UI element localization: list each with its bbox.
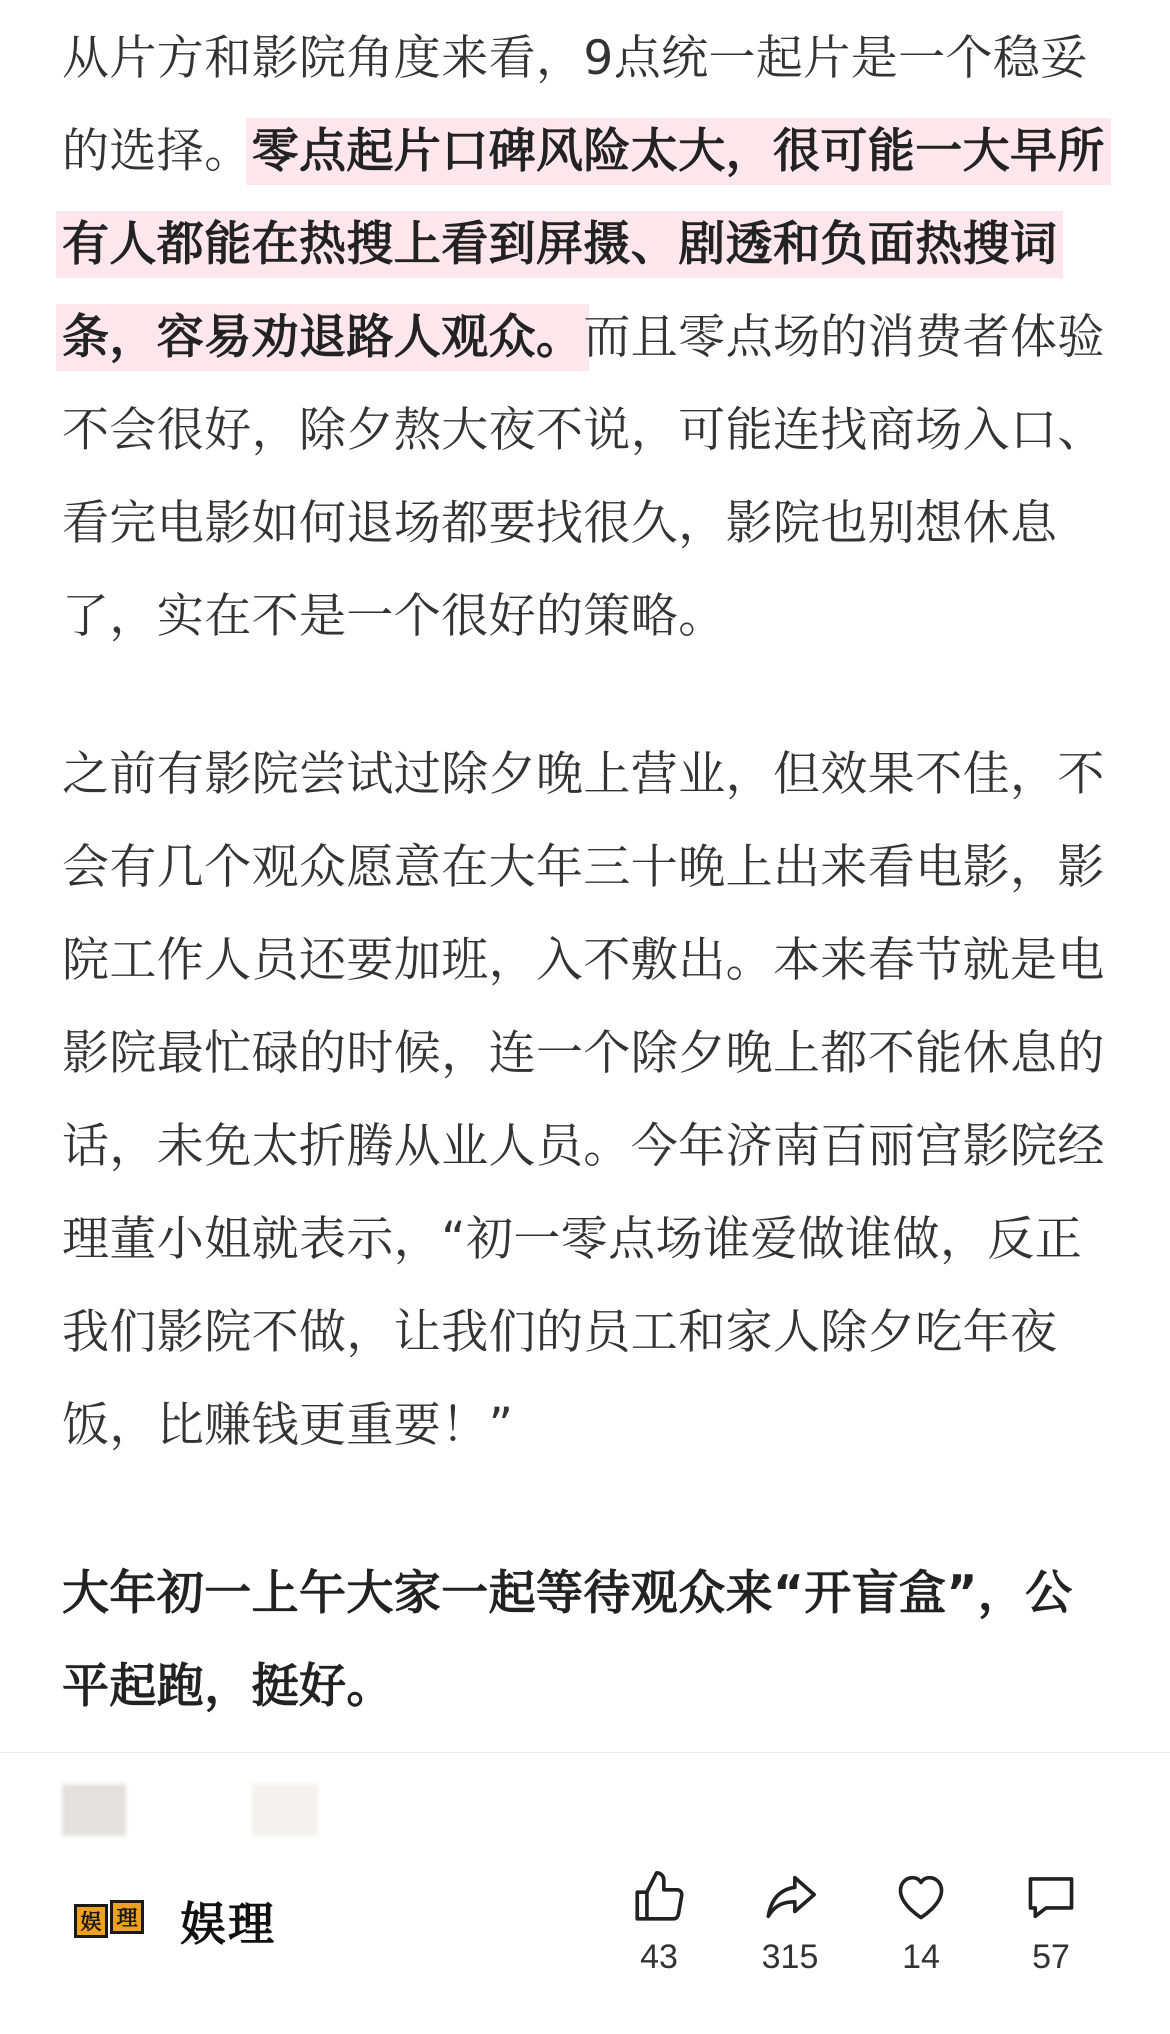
like-count: 43 (640, 1938, 678, 1976)
paragraph-1-text-continued: 而且零点场的消费者体验不会很好，除夕熬大夜不说，可能连找商场入口、看完电影如何退场都要找很久，影院也别想休息了，实在不是一个很好的策略。 (62, 310, 1105, 644)
action-bar (0, 1868, 1170, 1998)
paragraph-3-bold: 大年初一上午大家一起等待观众来“开盲盒”，公平起跑，挺好。 (62, 1566, 1073, 1714)
logo-cell: 娱 (74, 1904, 108, 1938)
paragraph-2: 之前有影院尝试过除夕晚上营业，但效果不佳，不会有几个观众愿意在大年三十晚上出来看电影，影院工作人员还要加班，入不敷出。本来春节就是电影院最忙碌的时候，连一个除夕晚上都不能休息的话，未免太折腾从业人员。今年济南百丽宫影院经理董小姐就表示，“初一零点场谁爱做谁做，反正我们影院不做，让我们的员工和家人除夕吃年夜饭，比赚钱更重要！” (62, 747, 1105, 1453)
logo-cell: 理 (110, 1900, 144, 1934)
comment-icon (1022, 1868, 1080, 1926)
favorite-count: 14 (902, 1938, 940, 1976)
favorite-button[interactable] (866, 1868, 976, 1977)
thumbs-up-icon (630, 1868, 688, 1926)
share-count: 315 (761, 1938, 819, 1976)
share-icon (761, 1868, 819, 1926)
divider (0, 1752, 1170, 1753)
heart-icon (892, 1868, 950, 1926)
blurred-element (252, 1784, 318, 1836)
comment-button[interactable] (996, 1868, 1106, 1977)
share-button[interactable] (735, 1868, 845, 1977)
paragraph-1 (62, 12, 1112, 663)
highlighted-text: 零点起片口碑风险太大，很可能一大早所有人都能在热搜上看到屏摄、剧透和负面热搜词条，容易劝退路人观众。 (62, 124, 1105, 365)
author-name[interactable]: 娱理 (180, 1897, 276, 1951)
like-button[interactable] (604, 1868, 714, 1977)
blurred-element (62, 1784, 126, 1836)
comment-count: 57 (1032, 1938, 1070, 1976)
paragraph-1-text: 从片方和影院角度来看，9点统一起片是一个稳妥的选择。 (62, 31, 1088, 179)
